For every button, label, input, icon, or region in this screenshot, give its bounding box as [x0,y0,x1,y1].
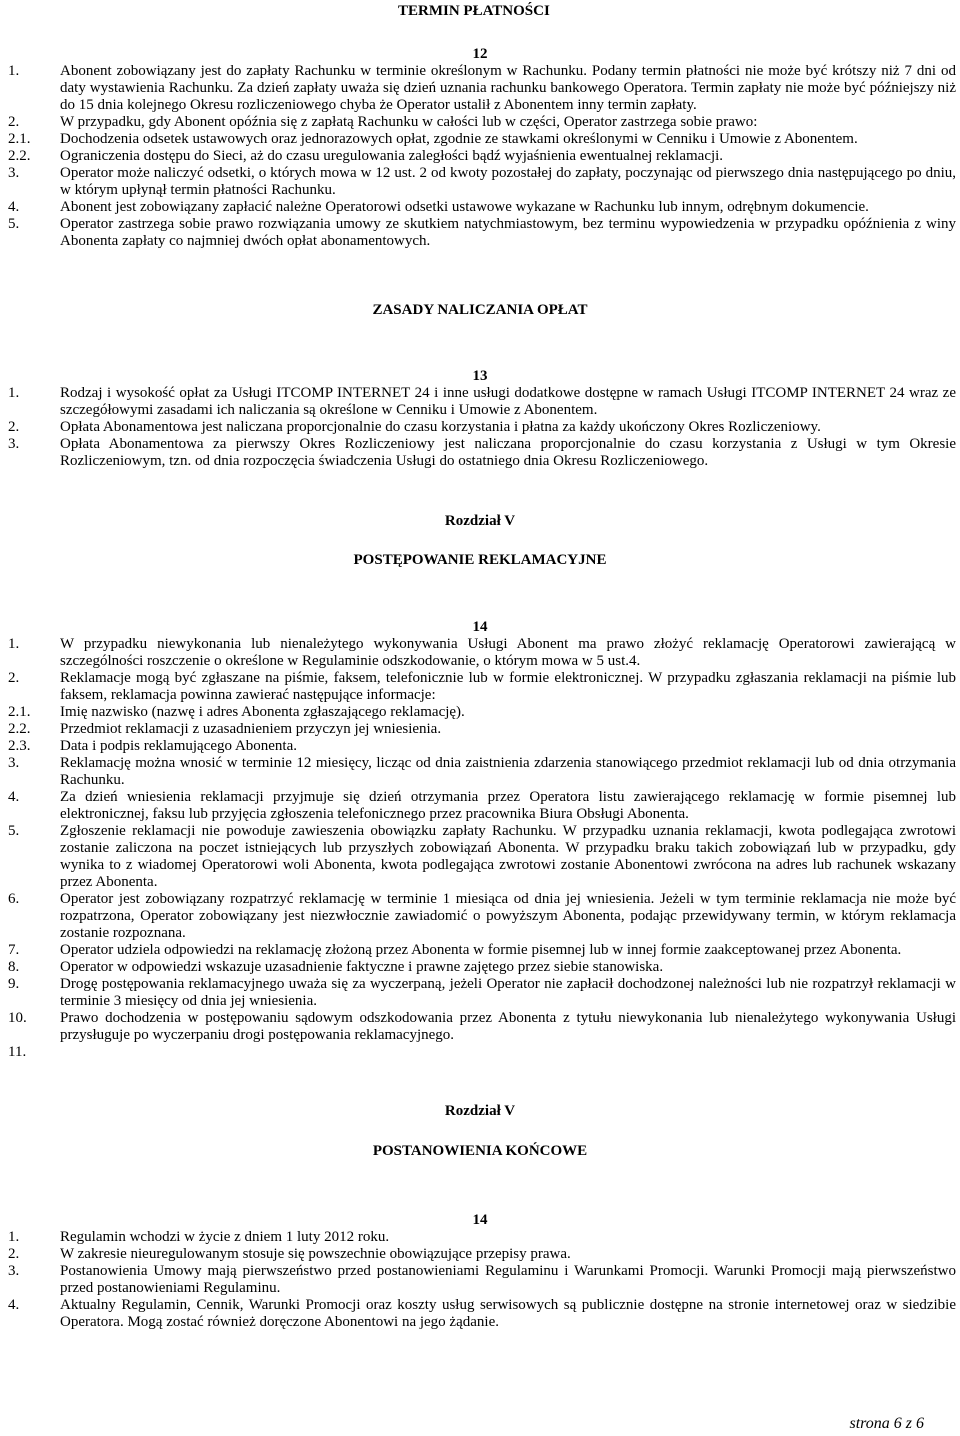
item-text: Przedmiot reklamacji z uzasadnieniem przyczyn jej wniesienia. [60,721,442,737]
item-number: 4. [8,789,20,805]
item-number: 2. [8,114,20,130]
list-item [0,704,960,721]
item-number: 2.1. [8,704,31,720]
item-number: 10. [8,1010,27,1026]
item-number: 2.2. [8,721,31,737]
item-number: 2. [8,419,20,435]
list-item [0,789,960,823]
item-text: Abonent jest zobowiązany zapłacić należne Operatorowi odsetki ustawowe wykazane w Rachunku lub innym, odrębnym dokumencie. [60,199,869,215]
list-item [0,199,960,216]
section-13-list [0,385,960,470]
item-number: 11. [8,1044,27,1060]
item-text: Drogę postępowania reklamacyjnego uważa się za wyczerpaną, jeżeli Operator nie zapłacił dochodzonej należności lub nie rozpatrzył reklamacji w terminie 3 miesięcy od dnia jej wniesienia. [60,976,956,1009]
item-text: Ograniczenia dostępu do Sieci, aż do czasu uregulowania zaległości bądź wyjaśnienia ewentualnej reklamacji. [60,148,724,164]
list-item [0,976,960,1010]
item-number: 3. [8,1263,20,1279]
item-number: 8. [8,959,20,975]
item-text: Reklamacje mogą być zgłaszane na piśmie, faksem, telefonicznie lub w formie elektronicznej. W przypadku zgłaszania reklamacji na piśmie lub faksem, reklamacja powinna zawierać następujące informacje: [60,670,956,703]
item-text: W przypadku, gdy Abonent opóźnia się z zapłatą Rachunku w całości lub w części, Operator zastrzega sobie prawo: [60,114,758,130]
section-14a-list [0,636,960,1061]
section-number-13: 13 [472,368,488,384]
list-item [0,755,960,789]
item-text: Operator zastrzega sobie prawo rozwiązania umowy ze skutkiem natychmiastowym, bez terminu wypowiedzenia w przypadku opóźnienia z winy Abonenta zapłaty co najmniej dwóch opłat abonamentowych. [60,216,956,249]
section-14b-list [0,1229,960,1331]
list-item [0,670,960,704]
item-text: Opłata Abonamentowa jest naliczana proporcjonalnie do czasu korzystania i płatna za każdy ukończony Okres Rozliczeniowy. [60,419,821,435]
item-text: Operator w odpowiedzi wskazuje uzasadnienie faktyczne i prawne zajętego przez siebie stanowiska. [60,959,664,975]
item-number: 1. [8,385,20,401]
section-12-list [0,63,960,250]
item-text: Rodzaj i wysokość opłat za Usługi ITCOMP INTERNET 24 i inne usługi dodatkowe dostępne w ramach Usługi ITCOMP INTERNET 24 wraz ze szczegółowymi zasadami ich naliczania są określone w Cenniku i Umowie z Abonentem. [60,385,956,418]
item-number: 5. [8,823,20,839]
item-number: 2. [8,1246,20,1262]
item-number: 3. [8,436,20,452]
item-number: 3. [8,755,20,771]
item-number: 5. [8,216,20,232]
list-item [0,1263,960,1297]
item-text: Regulamin wchodzi w życie z dniem 1 luty 2012 roku. [60,1229,390,1245]
list-item [0,721,960,738]
heading-zasady-naliczania: ZASADY NALICZANIA OPŁAT [372,302,588,318]
item-text: Zgłoszenie reklamacji nie powoduje zawieszenia obowiązku zapłaty Rachunku. W przypadku uznania reklamacji, kwota podlegająca zwrotowi zostanie zaliczona na poczet istniejących lub przyszłych zobowiązań Abonenta. W przypadku braku takich zobowiązań lub w przypadku, gdy wynika to z wiadomej Operatorowi woli Abonenta, kwota podlegająca zwrotowi zostanie Abonentowi zwrócona na adres lub rachunek wskazany przez Abonenta. [60,823,956,890]
list-item [0,63,960,114]
item-number: 9. [8,976,20,992]
item-text: Za dzień wniesienia reklamacji przyjmuje się dzień otrzymania przez Operatora listu zawierającego reklamację w formie pisemnej lub elektronicznej, faksu lub przyjęcia zgłoszenia telefonicznego przez pracownika Biura Obsługi Abonenta. [60,789,956,822]
item-text: Aktualny Regulamin, Cennik, Warunki Promocji oraz koszty usług serwisowych są publicznie dostępne na stronie internetowej oraz w siedzibie Operatora. Mogą zostać również doręczone Abonentowi na jego żądanie. [60,1297,956,1330]
list-item [0,165,960,199]
chapter-label-1: Rozdział V [444,513,516,529]
heading-postepowanie-reklamacyjne: POSTĘPOWANIE REKLAMACYJNE [353,552,607,568]
item-text: Imię nazwisko (nazwę i adres Abonenta zgłaszającego reklamację). [60,704,465,720]
item-number: 2.3. [8,738,31,754]
list-item [0,738,960,755]
section-number-12: 12 [472,46,488,62]
list-item [0,385,960,419]
list-item [0,114,960,131]
item-text: Opłata Abonamentowa za pierwszy Okres Rozliczeniowy jest naliczana proporcjonalnie do czasu korzystania z Usługi w tym Okresie Rozliczeniowym, tzn. od dnia rozpoczęcia świadczenia Usługi do ostatniego dnia Okresu Rozliczeniowego. [60,436,956,469]
heading-termin-platnosci: TERMIN PŁATNOŚCI [398,3,550,19]
item-number: 4. [8,1297,20,1313]
list-item [0,891,960,942]
list-item [0,823,960,891]
item-text: Dochodzenia odsetek ustawowych oraz jednorazowych opłat, zgodnie ze stawkami określonymi w Cenniku i Umowie z Abonentem. [60,131,858,147]
page-footer: strona 6 z 6 [849,1415,924,1432]
list-item [0,636,960,670]
item-text: Postanowienia Umowy mają pierwszeństwo przed postanowieniami Regulaminu i Warunkami Promocji. Warunki Promocji mają pierwszeństwo przed postanowieniami Regulaminu. [60,1263,956,1296]
list-item [0,1229,960,1246]
list-item [0,1297,960,1331]
item-text: Prawo dochodzenia w postępowaniu sądowym odszkodowania przez Abonenta z tytułu niewykonania lub nienależytego wykonywania Usługi przysługuje po wyczerpaniu drogi postępowania reklamacyjnego. [60,1010,956,1043]
list-item [0,148,960,165]
list-item [0,1010,960,1044]
item-number: 1. [8,636,20,652]
item-number: 7. [8,942,20,958]
list-item [0,131,960,148]
item-text: W zakresie nieuregulowanym stosuje się powszechnie obowiązujące przepisy prawa. [60,1246,571,1262]
heading-postanowienia-koncowe: POSTANOWIENIA KOŃCOWE [372,1143,588,1159]
section-number-14a: 14 [472,619,488,635]
item-text: Reklamację można wnosić w terminie 12 miesięcy, licząc od dnia zaistnienia zdarzenia stanowiącego przedmiot reklamacji lub od dnia otrzymania Rachunku. [60,755,956,788]
item-number: 2. [8,670,20,686]
item-text: Operator jest zobowiązany rozpatrzyć reklamację w terminie 1 miesiąca od dnia jej wniesienia. Jeżeli w tym terminie reklamacja nie może być rozpatrzona, Operator zobowiązany jest niezwłocznie zawiadomić o powyższym Abonenta, podając przewidywany termin, w którym reklamacja zostanie rozpoznana. [60,891,956,941]
item-text: Abonent zobowiązany jest do zapłaty Rachunku w terminie określonym w Rachunku. Podany termin płatności nie może być krótszy niż 7 dni od daty wystawienia Rachunku. Za dzień zapłaty uważa się dzień uznania rachunku bankowego Operatora. Termin zapłaty nie może być późniejszy niż do 15 dnia kolejnego Okresu rozliczeniowego chyba że Operator ustalił z Abonentem inny termin zapłaty. [60,63,956,113]
list-item [0,942,960,959]
list-item [0,216,960,250]
list-item [0,1246,960,1263]
item-text: Operator może naliczyć odsetki, o których mowa w 12 ust. 2 od kwoty pozostałej do zapłaty, poczynając od pierwszego dnia następującego po dniu, w którym upłynął termin płatności Rachunku. [60,165,956,198]
item-text: Operator udziela odpowiedzi na reklamację złożoną przez Abonenta w formie pisemnej lub w innej formie zaakceptowanej przez Abonenta. [60,942,902,958]
item-number: 2.1. [8,131,31,147]
list-item [0,1044,960,1061]
list-item [0,419,960,436]
item-number: 4. [8,199,20,215]
chapter-label-2: Rozdział V [444,1103,516,1119]
item-number: 2.2. [8,148,31,164]
item-number: 3. [8,165,20,181]
item-text: W przypadku niewykonania lub nienależytego wykonywania Usługi Abonent ma prawo złożyć reklamację Operatorowi zawierającą w szczególności roszczenie o określone w Regulaminie odszkodowanie, o którym mowa w 5 ust.4. [60,636,956,669]
section-number-14b: 14 [472,1212,488,1228]
list-item [0,436,960,470]
list-item [0,959,960,976]
item-number: 6. [8,891,20,907]
item-text: Data i podpis reklamującego Abonenta. [60,738,298,754]
item-number: 1. [8,1229,20,1245]
item-number: 1. [8,63,20,79]
